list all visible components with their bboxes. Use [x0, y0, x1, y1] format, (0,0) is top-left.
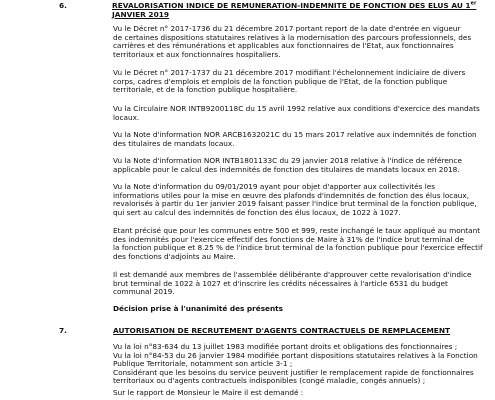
text-line: locaux. [113, 112, 140, 122]
paragraph-note-2017 [113, 130, 477, 148]
text-line: des indemnités pour l'exercice effectif des fonctions de Maire à 31% de l'indice brut terminal de [113, 234, 464, 244]
text-line: des titulaires de mandats locaux. [113, 138, 235, 148]
section-6-decision: Décision prise à l'unanimité des présents [113, 304, 284, 313]
text-line: Publique Territoriale, notamment son article 3-1 ; [113, 359, 293, 369]
text-line: carrières et des rémunérations et applicables aux fonctionnaires de l'Etat, aux fonctionnaires [113, 41, 454, 51]
text-line: corps, cadres d'emplois et emplois de la fonction publique de l'Etat, de la fonction publique [113, 76, 448, 86]
paragraph-rapport-maire [113, 389, 473, 398]
text-line: qui sert au calcul des indemnités de fonction des élus locaux, de 1022 à 1027. [113, 207, 401, 217]
text-line: la fonction publique et 8.25 % de l'indice brut terminal de la fonction publique pour l'exercice effectif [113, 243, 483, 253]
text-line: Vu la loi n°83-634 du 13 juillet 1983 modifiée portant droits et obligations des fonctionnaires ; [113, 342, 458, 351]
paragraph-demande-approbation [113, 271, 473, 297]
section-6-title-sup: er [470, 0, 477, 7]
paragraph-taux-communes [113, 226, 483, 261]
text-line: de certaines dispositions statutaires relatives à la modernisation des parcours professionnels, des [113, 32, 472, 42]
text-line: territoriale, et de la fonction publique hospitalière. [113, 85, 298, 95]
paragraph-note-2019 [113, 182, 477, 217]
text-line: Sur le rapport de Monsieur le Maire il est demandé : [113, 388, 304, 397]
text-line: Vu la Note d'information du 09/01/2019 ayant pour objet d'apporter aux collectivités les [113, 182, 436, 191]
text-line: revalorisés à partir du 1er janvier 2019 faisant passer l'indice brut terminal de la fonction publique, [113, 199, 477, 209]
text-line: informations utiles pour la mise en œuvre des plafonds d'indemnités de fonction des élus locaux, [113, 190, 470, 200]
section-6-title-line1: REVALORISATION INDICE DE REMUNERATION-INDEMNITE DE FONCTION DES ELUS AU 1 [112, 1, 471, 10]
text-line: Considérant que les besoins du service peuvent justifier le remplacement rapide de fonctionnaires [113, 367, 474, 377]
paragraph-decret-2017-1737 [113, 69, 473, 95]
text-line: Vu le Décret n° 2017-1736 du 21 décembre 2017 portant report de la date d'entrée en vigueur [113, 24, 461, 33]
text-line: Vu la loi n°84-53 du 26 janvier 1984 modifiée portant dispositions statutaires relatives à la Fonction [113, 350, 478, 360]
section-6-number: 6. [59, 1, 67, 10]
paragraph-circulaire-1992 [113, 104, 480, 122]
text-line: Il est demandé aux membres de l'assemblée délibérante d'approuver cette revalorisation d'indice [113, 270, 472, 279]
section-7-number: 7. [59, 326, 67, 335]
paragraph-vu-lois-1983-1984 [113, 342, 478, 386]
section-6-title [112, 2, 492, 19]
text-line: brut terminal de 1022 à 1027 et d'inscrire les crédits nécessaires à l'article 6531 du budget [113, 278, 448, 288]
text-line: Vu la Note d'information NOR ARCB1632021C du 15 mars 2017 relative aux indemnités de fonction [113, 130, 477, 139]
section-6-title-line2: JANVIER 2019 [112, 9, 170, 19]
text-line: territoriaux et aux fonctionnaires hospitaliers. [113, 49, 281, 59]
section-7-title: AUTORISATION DE RECRUTEMENT D'AGENTS CONTRACTUELS DE REMPLACEMENT [113, 326, 451, 335]
text-line: Vu la Circulaire NOR INTB9200118C du 15 avril 1992 relative aux conditions d'exercice des mandats [113, 104, 480, 113]
paragraph-note-2018 [113, 157, 473, 174]
paragraph-decret-2017-1736 [113, 25, 473, 59]
text-line: des fonctions d'adjoints au Maire. [113, 251, 236, 261]
text-line: territoriaux ou d'agents contractuels indisponibles (congé maladie, congés annuels) ; [113, 376, 426, 386]
text-line: Vu le Décret n° 2017-1737 du 21 décembre 2017 modifiant l'échelonnement indiciaire de divers [113, 68, 466, 77]
text-line: Etant précisé que pour les communes entre 500 et 999, reste inchangé le taux appliqué au montant [113, 226, 481, 235]
text-line: applicable pour le calcul des indemnités de fonction des titulaires de mandats locaux en 2018. [113, 164, 460, 174]
text-line: Vu la Note d'information NOR INTB1801133C du 29 janvier 2018 relative à l'indice de référence [113, 156, 462, 165]
text-line: communal 2019. [113, 287, 175, 297]
